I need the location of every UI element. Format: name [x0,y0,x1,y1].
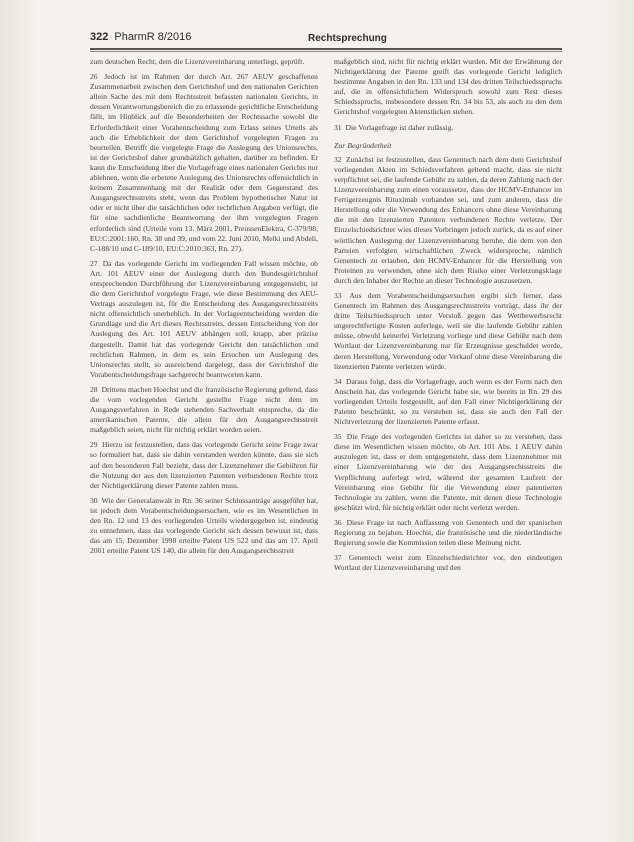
paragraph-number: 32 [334,154,342,164]
paragraph-number: 35 [334,432,342,442]
paragraph-text: Wie der Generalanwalt in Rn. 36 seiner Schlussanträge ausgeführt hat, ist jedoch dem Vorabentscheidungsersuchen, wie es im Wesentlichen in den Rn. 12 und 13 des vorliegenden Urteils wiedergegeben ist, eindeutig zu entnehmen, dass das vorlegende Gericht sich dessen bewusst ist, dass das am 15. Dezember 1998 erteilte Patent US 522 und das am 17. April 2001 erteilte Patent US 140, die allein für den Ausgangsrechtsstreit [90,495,318,556]
paragraph-text: Drittens machen Hoechst und die französische Regierung geltend, dass die vom vorlegenden Gericht gestellte Frage nicht dem im Ausgangsverfahren in Rede stehenden Sachverhalt entspreche, da die amerikanischen Patente, die allein für den Ausgangsrechtsstreit maßgeblich seien, nicht für nichtig erklärt worden seien. [90,384,318,435]
paragraph-text: zum deutschen Recht, dem die Lizenzvereinbarung unterliegt, geprüft. [90,57,305,66]
publication-title: PharmR 8/2016 [114,31,192,43]
header-left [90,31,191,43]
header-rule-thin [90,51,562,52]
paragraph-number: 36 [334,517,342,527]
paragraph-number: 34 [334,376,342,386]
section-title: Rechtsprechung [308,33,387,44]
paragraph-number: 31 [334,122,342,132]
paragraph [334,432,562,513]
page-number: 322 [90,31,109,43]
right-text-column [334,57,562,827]
paragraph-number: 26 [90,72,98,82]
paragraph-text: Da das vorlegende Gericht im vorliegenden Fall wissen möchte, ob Art. 101 AEUV einer der Auslegung durch den Bundesgerichtshof entsprechenden Durchführung der Lizenzvereinbarung entgegensteht, ist die dem Gerichtshof vorgelegte Frage, wie diese Bestimmung des AEU-Vertrags auszulegen ist, für die Entscheidung des Ausgangsrechtsstreits nicht offensichtlich unerheblich. In der Vorlageentscheidung werden die Grundlage und die Art dieses Rechtsstreits, dessen Entscheidung von der Auslegung des Art. 101 AEUV abhängen soll, knapp, aber präzise dargestellt. Damit hat das vorlegende Gericht den tatsächlichen und rechtlichen Rahmen, in dem es sein Ersuchen um Auslegung des Unionsrechts stellt, so ausreichend dargelegt, dass der Gerichtshof die Vorabentscheidungsfrage sachgerecht beantworten kann. [90,258,318,379]
paragraph [90,57,318,67]
section-heading: Zur Begründetheit [334,140,392,150]
left-text-column [90,57,318,827]
paragraph [334,518,562,548]
paragraph-text: Aus dem Vorabentscheidungsersuchen ergibt sich ferner, dass Genentech im Rahmen des Ausgangsrechtsstreits vorträgt, dass ihr der dritte Teilschiedsspruch unter Verstoß gegen das Wettbewerbsrecht ungerechtfertigte Kosten auferlege, weil sie die laufende Gebühr zahlen müsse, obwohl keinerlei Verletzung vorliege und diese Gebühr nach dem Wortlaut der Lizenzvereinbarung nur für Erzeugnisse geschuldet werde, deren Herstellung, Verwendung oder Verkauf ohne diese Vereinbarung die lizenzierten Patente verletzen würde. [334,290,562,371]
paragraph-text: Hierzu ist festzustellen, dass das vorlegende Gericht seine Frage zwar so formuliert hat, dass sie dahin verstanden werden könnte, dass sie sich auf den besonderen Fall bezieht, dass der Lizenznehmer die Gebühren für die Nutzung der aus den lizenzierten Patenten verbundenen Rechte trotz der Nichtigerklärung dieser Patente zahlen muss. [90,440,318,490]
paragraph-number: 33 [334,290,342,300]
paragraph [334,57,562,118]
paragraph-number: 37 [334,553,342,563]
paragraph [90,259,318,380]
paragraph [334,553,562,573]
header-rule [90,48,562,50]
paragraph-text: maßgeblich sind, nicht für nichtig erklärt wurden. Mit der Erwähnung der Nichtigerklärung der Patente greift das vorlegende Gericht lediglich bestimmte Angaben in den Rn. 133 und 134 des dritten Teilschiedsspruchs auf, die in offensichtlichem Widerspruch sowohl zum Rest dieses Schiedsspruchs, insbesondere dessen Rn. 34 bis 53, als auch zu den dem Gerichtshof vorgelegten Aktenstücken stehen. [334,57,562,117]
paragraph [334,155,562,286]
paragraph-number: 27 [90,258,98,268]
paragraph-number: 30 [90,495,98,505]
paragraph-number: 29 [90,440,98,450]
paragraph-text: Die Frage des vorlegenden Gerichts ist daher so zu verstehen, dass diese im Wesentlichen wissen möchte, ob Art. 101 Abs. 1 AEUV dahin auszulegen ist, dass er dem entgegensteht, dass dem Lizenznehmer mit einer Lizenzvereinbarung wie der des Ausgangsrechtsstreits die Verpflichtung auferlegt wird, während der gesamten Laufzeit der Vereinbarung eine Gebühr für die Verwendung einer patentierten Technologie zu zahlen, wenn die Patente, mit denen diese Technologie geschützt wird, für nichtig erklärt oder nicht verletzt werden. [334,432,562,512]
paragraph [90,440,318,490]
paragraph [334,291,562,372]
paragraph [334,377,562,427]
paragraph-text: Die Vorlagefrage ist daher zulässig. [345,122,454,132]
paragraph-text: Genentech weist zum Einzelschiedsrichter vor, den eindeutigen Wortlaut der Lizenzvereinbarung und den [334,553,562,573]
paragraph-number: 28 [90,384,98,394]
paragraph [90,496,318,557]
paragraph [90,72,318,254]
paragraph [90,385,318,435]
paragraph-text: Diese Frage ist nach Auffassung von Genentech und der spanischen Regierung zu bejahen. Hoechst, die französische und die niederländische Regierung sowie die Kommission teilen diese Meinung nicht. [334,517,562,548]
paragraph [334,123,562,133]
paragraph-text: Jedoch ist im Rahmen der durch Art. 267 AEUV geschaffenen Zusammenarbeit zwischen dem Gerichtshof und den nationalen Gerichten allein Sache des mit dem Rechtsstreit befassten nationalen Gerichts, in dessen Verantwortungsbereich die zu erlassende gerichtliche Entscheidung fällt, im Hinblick auf die Besonderheiten der Rechtssache sowohl die Erforderlichkeit einer Vorabentscheidung zum Erlass seines Urteils als auch die Erheblichkeit der dem Gerichtshof vorgelegten Fragen zu beurteilen. Betrifft die vorgelegte Frage die Auslegung des Unionsrechts, ist der Gerichtshof daher grundsätzlich gehalten, darüber zu befinden. Er kann die Entscheidung über die Vorlagefrage eines nationalen Gerichts nur ablehnen, wenn die erbetene Auslegung des Unionsrechts offensichtlich in keinem Zusammenhang mit der Realität oder dem Gegenstand des Ausgangsrechtsstreits steht, wenn das Problem hypothetischer Natur ist oder er nicht über die tatsächlichen oder rechtlichen Angaben verfügt, die für eine sachdienliche Beantwortung der ihm vorgelegten Fragen erforderlich sind (Urteile vom 13. März 2001, PreussenElektra, C-379/98, EU:C:2001:160, Rn. 38 und 39, und vom 22. Juni 2010, Melki und Abdeli, C-188/10 und C-189/10, EU:C:2010:363, Rn. 27). [90,72,318,253]
page-header [90,30,550,48]
paragraph-text: Zunächst ist festzustellen, dass Genentech nach dem dem Gerichtshof vorliegenden Akten im Schiedsverfahren geltend macht, dass sie nicht verpflichtet sei, die laufende Gebühr zu zahlen, da deren Zahlung nach der Lizenzvereinbarung zum einen voraussetze, dass der HCMV-Enhancer im Fertigerzeugnis Rituximab vorhanden sei, und zum anderen, dass die Herstellung oder die Verwendung des Enhancers ohne diese Vereinbarung die mit den lizenzierten Patenten verbundenen Rechte verletze. Der Einzelschiedsrichter wies dieses Vorbringen jedoch zurück, da es auf einer wörtlichen Auslegung der Lizenzvereinbarung beruhe, die dem von den Parteien verfolgten wirtschaftlichen Zweck widerspreche, nämlich Genentech zu erlauben, den HCMV-Enhancer für die Herstellung von Proteinen zu verwenden, ohne sich dem Risiko einer Verletzungsklage durch den Inhaber der Rechte an dieser Technologie auszusetzen. [334,154,562,285]
paragraph-text: Daraus folgt, dass die Vorlagefrage, auch wenn es der Form nach den Anschein hat, das vorlegende Gericht habe sie, wie bereits in Rn. 29 des vorliegenden Urteils festgestellt, auf den Fall einer Nichtigerklärung der Patente beschränkt, so zu verstehen ist, dass sie auch den Fall der Nichtverletzung der lizenzierten Patente erfasst. [334,376,562,427]
